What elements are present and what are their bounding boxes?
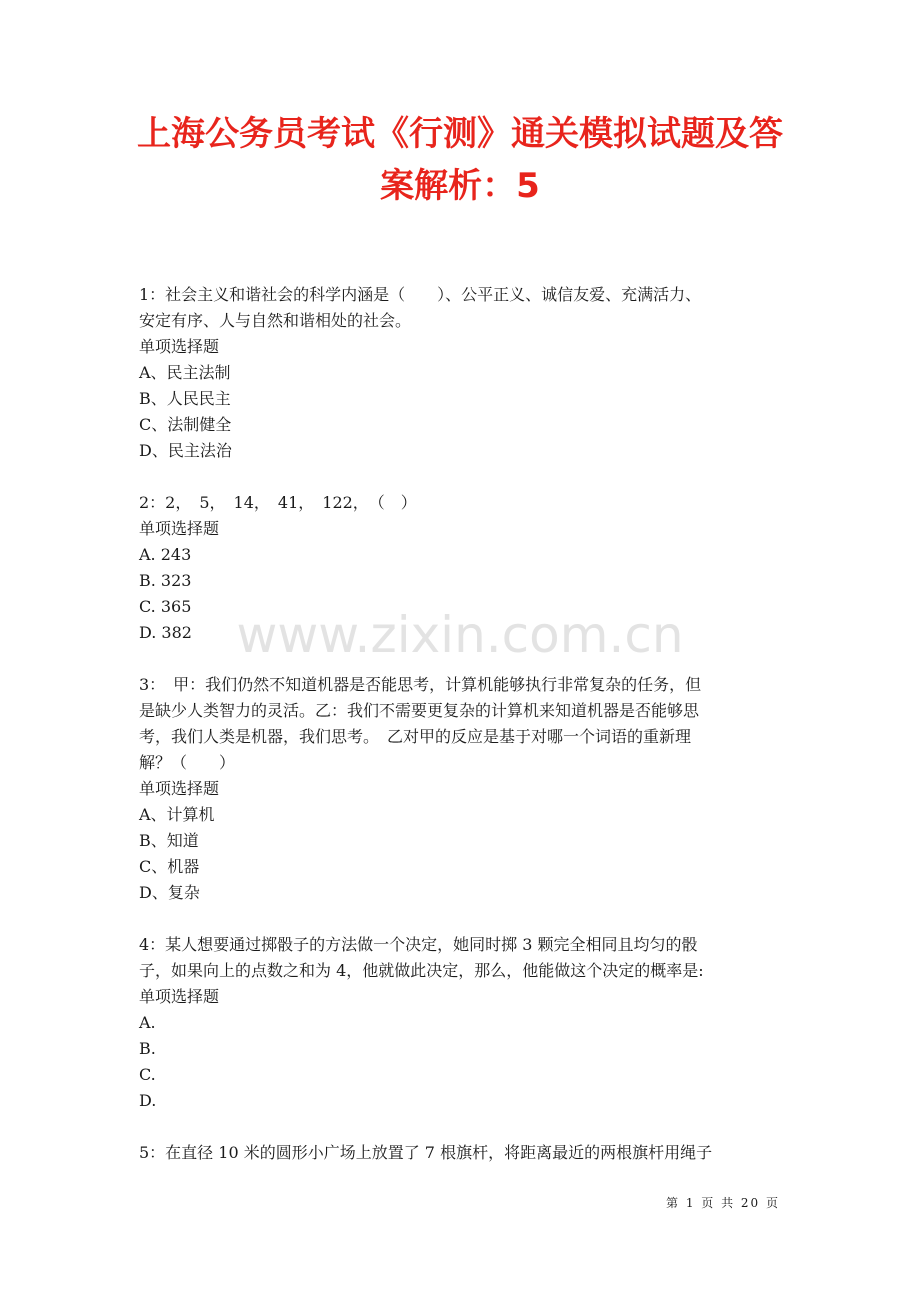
title-line-1: 上海公务员考试《行测》通关模拟试题及答 — [137, 114, 783, 154]
question-text-line: 是缺少人类智力的灵活。乙：我们不需要更复杂的计算机来知道机器是否能够思 — [139, 701, 700, 720]
option-d: D、民主法治 — [139, 441, 232, 460]
question-3 — [139, 672, 799, 906]
option-a: A、计算机 — [139, 805, 215, 824]
question-text-line: 安定有序、人与自然和谐相处的社会。 — [139, 311, 412, 330]
option-a: A. — [139, 1013, 156, 1032]
question-type: 单项选择题 — [139, 779, 220, 798]
question-text-line: 5：在直径 10 米的圆形小广场上放置了 7 根旗杆，将距离最近的两根旗杆用绳子 — [139, 1143, 713, 1162]
question-list — [139, 282, 799, 1192]
question-5 — [139, 1140, 799, 1166]
option-d: D. — [139, 1091, 157, 1110]
title-line-2: 案解析：5 — [380, 166, 540, 206]
question-text-line: 3： 甲：我们仍然不知道机器是否能思考，计算机能够执行非常复杂的任务，但 — [139, 675, 702, 694]
question-text-line: 2：2， 5， 14， 41， 122， （ ） — [139, 493, 417, 512]
option-c: C、法制健全 — [139, 415, 232, 434]
option-b: B. 323 — [139, 571, 192, 590]
question-type: 单项选择题 — [139, 519, 220, 538]
question-4 — [139, 932, 799, 1114]
question-text-line: 4：某人想要通过掷骰子的方法做一个决定，她同时掷 3 颗完全相同且均匀的骰 — [139, 935, 698, 954]
question-1 — [139, 282, 799, 464]
question-type: 单项选择题 — [139, 987, 220, 1006]
option-b: B、人民民主 — [139, 389, 231, 408]
question-text-line: 1：社会主义和谐社会的科学内涵是（ ）、公平正义、诚信友爱、充满活力、 — [139, 285, 702, 304]
question-type: 单项选择题 — [139, 337, 220, 356]
question-2 — [139, 490, 799, 646]
option-d: D. 382 — [139, 623, 192, 642]
option-a: A、民主法制 — [139, 363, 231, 382]
option-d: D、复杂 — [139, 883, 200, 902]
question-text-line: 考，我们人类是机器，我们思考。 乙对甲的反应是基于对哪一个词语的重新理 — [139, 727, 692, 746]
question-text-line: 子，如果向上的点数之和为 4，他就做此决定，那么，他能做这个决定的概率是: — [139, 961, 704, 980]
document-title — [100, 108, 820, 212]
page-footer: 第 1 页 共 20 页 — [666, 1196, 780, 1210]
question-text-line: 解？（ ） — [139, 753, 236, 772]
option-a: A. 243 — [139, 545, 192, 564]
option-b: B. — [139, 1039, 156, 1058]
option-c: C. — [139, 1065, 156, 1084]
option-c: C、机器 — [139, 857, 200, 876]
option-c: C. 365 — [139, 597, 192, 616]
watermark: www.zixin.com.cn — [236, 606, 684, 664]
option-b: B、知道 — [139, 831, 199, 850]
